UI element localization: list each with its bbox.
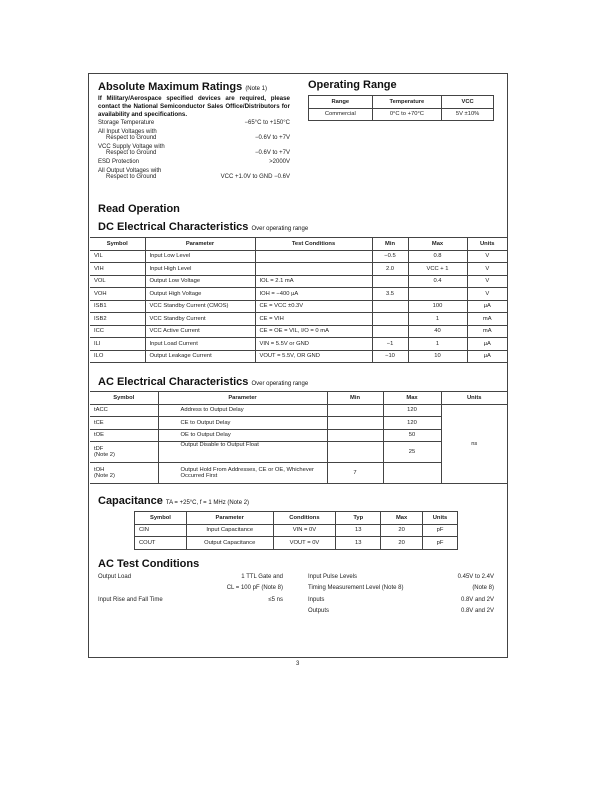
condition-row bbox=[98, 572, 283, 583]
cell: 3.5 bbox=[372, 288, 408, 301]
condition-value: 1 TTL Gate and bbox=[241, 574, 283, 580]
cell: Output Low Voltage bbox=[145, 275, 255, 288]
parameter: CE to Output Delay bbox=[158, 417, 327, 430]
table-row bbox=[90, 350, 507, 363]
column-header: Test Conditions bbox=[255, 238, 372, 251]
rating-value: −65°C to +150°C bbox=[244, 120, 290, 126]
condition-row bbox=[308, 606, 494, 617]
rating-label: Respect to Ground bbox=[106, 135, 157, 141]
cell: 13 bbox=[336, 537, 381, 550]
cell bbox=[255, 263, 372, 276]
note: (Note 1) bbox=[245, 86, 267, 92]
parameter: OE to Output Delay bbox=[158, 429, 327, 442]
cell: 1 bbox=[408, 338, 467, 351]
cell: ISB2 bbox=[90, 313, 145, 326]
table-row bbox=[135, 524, 458, 537]
table-row bbox=[90, 338, 507, 351]
cell: VIN = 5.5V or GND bbox=[255, 338, 372, 351]
rating-label: Storage Temperature bbox=[98, 120, 155, 126]
cell: µA bbox=[467, 350, 507, 363]
symbol-note: (Note 2) bbox=[94, 452, 115, 458]
title-text: DC Electrical Characteristics bbox=[98, 221, 249, 233]
rating-row bbox=[98, 174, 290, 182]
title-text: Absolute Maximum Ratings bbox=[98, 81, 243, 93]
min: 7 bbox=[327, 463, 383, 484]
cell bbox=[372, 325, 408, 338]
cell: Output High Voltage bbox=[145, 288, 255, 301]
op-range-heading: Operating Range bbox=[308, 79, 397, 91]
condition-label: Input Rise and Fall Time bbox=[98, 596, 163, 603]
column-header: Max bbox=[408, 238, 467, 251]
cell: Output Capacitance bbox=[186, 537, 273, 550]
abs-max-list bbox=[98, 120, 290, 182]
cell: V bbox=[467, 275, 507, 288]
cell bbox=[372, 313, 408, 326]
condition-label: Outputs bbox=[308, 607, 330, 614]
column-header: Units bbox=[423, 512, 458, 525]
rating-label: All Output Voltages with bbox=[98, 168, 162, 174]
condition-row bbox=[98, 595, 283, 606]
column-header: Parameter bbox=[145, 238, 255, 251]
cell: ILI bbox=[90, 338, 145, 351]
cell: VIH bbox=[90, 263, 145, 276]
rating-row bbox=[98, 159, 290, 167]
ac-test-right bbox=[308, 572, 494, 617]
title-text: Capacitance bbox=[98, 495, 163, 507]
column-header: Symbol bbox=[90, 392, 158, 405]
condition-label: Input Pulse Levels bbox=[308, 574, 358, 580]
cell bbox=[255, 250, 372, 263]
column-header: Min bbox=[372, 238, 408, 251]
cell: Output Leakage Current bbox=[145, 350, 255, 363]
column-header: Min bbox=[327, 392, 383, 405]
cell: IOL = 2.1 mA bbox=[255, 275, 372, 288]
cell: IOH = −400 µA bbox=[255, 288, 372, 301]
cell bbox=[372, 275, 408, 288]
table-row bbox=[90, 275, 507, 288]
cell: pF bbox=[423, 524, 458, 537]
page-number: 3 bbox=[296, 661, 300, 667]
table-row bbox=[90, 263, 507, 276]
rating-value: −0.6V to +7V bbox=[254, 150, 290, 156]
table-row bbox=[135, 537, 458, 550]
column-header: Max bbox=[383, 392, 441, 405]
cell: mA bbox=[467, 325, 507, 338]
cell: VOH bbox=[90, 288, 145, 301]
dc-title bbox=[98, 221, 308, 233]
cell: ISB1 bbox=[90, 300, 145, 313]
cell: 100 bbox=[408, 300, 467, 313]
header-row bbox=[90, 238, 507, 251]
table-row bbox=[90, 300, 507, 313]
column-header: Symbol bbox=[90, 238, 145, 251]
symbol-note: (Note 2) bbox=[94, 473, 115, 479]
cell: VIL bbox=[90, 250, 145, 263]
cell: pF bbox=[423, 537, 458, 550]
cell: V bbox=[467, 250, 507, 263]
units: ns bbox=[441, 404, 507, 484]
max bbox=[383, 463, 441, 484]
rating-row bbox=[98, 120, 290, 128]
cell: VOL bbox=[90, 275, 145, 288]
condition-label: Timing Measurement Level (Note 8) bbox=[308, 585, 404, 592]
read-operation-heading: Read Operation bbox=[98, 203, 180, 215]
rating-value: VCC +1.0V to GND −0.6V bbox=[220, 174, 290, 180]
op-range-table bbox=[308, 95, 494, 121]
condition-row bbox=[308, 583, 494, 594]
warning-text: If Military/Aerospace specified devices are required, please contact the National Semiconductor Sales Office/Distributors for availability and specifications. bbox=[98, 95, 290, 118]
cell: Commercial bbox=[309, 108, 373, 121]
symbol-cell bbox=[90, 417, 158, 430]
symbol: tOH bbox=[94, 467, 105, 473]
subtitle: Over operating range bbox=[251, 226, 309, 232]
table-row bbox=[90, 288, 507, 301]
rating-label: VCC Supply Voltage with bbox=[98, 144, 165, 150]
symbol: tOE bbox=[94, 432, 104, 439]
header-row bbox=[90, 392, 507, 405]
symbol: tACC bbox=[94, 407, 108, 414]
cell bbox=[408, 288, 467, 301]
condition-value: 0.8V and 2V bbox=[460, 607, 494, 614]
column-header: Max bbox=[381, 512, 423, 525]
condition-value: 0.45V to 2.4V bbox=[457, 574, 494, 580]
cell: Input Load Current bbox=[145, 338, 255, 351]
cell: COUT bbox=[135, 537, 187, 550]
header: Range bbox=[309, 96, 373, 109]
cell: ILO bbox=[90, 350, 145, 363]
max: 25 bbox=[383, 442, 441, 463]
condition-value: (Note 8) bbox=[472, 585, 494, 592]
ac-test-left bbox=[98, 572, 283, 606]
cell: −1 bbox=[372, 338, 408, 351]
cell: CE = VIH bbox=[255, 313, 372, 326]
rating-label: Respect to Ground bbox=[106, 150, 157, 156]
max: 120 bbox=[383, 417, 441, 430]
parameter: Output Disable to Output Float bbox=[158, 442, 327, 463]
min bbox=[327, 404, 383, 417]
cell: Input Capacitance bbox=[186, 524, 273, 537]
cell: 13 bbox=[336, 524, 381, 537]
cell: VOUT = 0V bbox=[273, 537, 336, 550]
condition-row bbox=[308, 572, 494, 583]
header-row bbox=[135, 512, 458, 525]
condition-row bbox=[308, 595, 494, 606]
table-row bbox=[90, 404, 507, 417]
column-header: Parameter bbox=[158, 392, 327, 405]
subtitle: Over operating range bbox=[251, 381, 309, 387]
symbol: tDF bbox=[94, 446, 104, 452]
condition-value: ≤5 ns bbox=[268, 596, 283, 603]
condition-label: Inputs bbox=[308, 596, 325, 603]
column-header: Units bbox=[441, 392, 507, 405]
cap-table bbox=[134, 511, 458, 550]
cell: −10 bbox=[372, 350, 408, 363]
cell: V bbox=[467, 263, 507, 276]
condition-row bbox=[98, 583, 283, 594]
rating-row bbox=[98, 135, 290, 143]
cell: VIN = 0V bbox=[273, 524, 336, 537]
cell: −0.5 bbox=[372, 250, 408, 263]
cell: VCC + 1 bbox=[408, 263, 467, 276]
max: 120 bbox=[383, 404, 441, 417]
rating-row bbox=[98, 150, 290, 158]
cell: CE = OE = VIL, I/O = 0 mA bbox=[255, 325, 372, 338]
cell: Input High Level bbox=[145, 263, 255, 276]
cell: 20 bbox=[381, 524, 423, 537]
rating-label: ESD Protection bbox=[98, 159, 140, 165]
column-header: Typ bbox=[336, 512, 381, 525]
cell: mA bbox=[467, 313, 507, 326]
rating-value: −0.6V to +7V bbox=[254, 135, 290, 141]
symbol-cell bbox=[90, 404, 158, 417]
rating-label: Respect to Ground bbox=[106, 174, 157, 180]
rating-value: >2000V bbox=[269, 159, 290, 165]
condition-value: CL = 100 pF (Note 8) bbox=[226, 585, 283, 592]
parameter: Output Hold From Addresses, CE or OE, Whichever Occurred First bbox=[158, 463, 327, 484]
cell: 10 bbox=[408, 350, 467, 363]
ac-table bbox=[90, 391, 507, 484]
cell: 5V ±10% bbox=[442, 108, 494, 121]
dc-table bbox=[90, 237, 507, 363]
cell: 0.4 bbox=[408, 275, 467, 288]
symbol: tCE bbox=[94, 419, 104, 426]
cell: 40 bbox=[408, 325, 467, 338]
min bbox=[327, 429, 383, 442]
symbol-cell bbox=[90, 463, 158, 484]
cell: 0.8 bbox=[408, 250, 467, 263]
column-header: Symbol bbox=[135, 512, 187, 525]
min bbox=[327, 417, 383, 430]
cell: 0°C to +70°C bbox=[372, 108, 442, 121]
ac-test-title: AC Test Conditions bbox=[98, 558, 200, 570]
cell: 2.0 bbox=[372, 263, 408, 276]
cell: CIN bbox=[135, 524, 187, 537]
table-row bbox=[90, 250, 507, 263]
cell: CE = VCC ±0.3V bbox=[255, 300, 372, 313]
op-range-title bbox=[308, 79, 397, 91]
condition-value: 0.8V and 2V bbox=[460, 596, 494, 603]
cell: 1 bbox=[408, 313, 467, 326]
abs-max-section bbox=[98, 81, 290, 183]
cell: ICC bbox=[90, 325, 145, 338]
rating-label: All Input Voltages with bbox=[98, 129, 157, 135]
cell: µA bbox=[467, 300, 507, 313]
title-text: AC Electrical Characteristics bbox=[98, 376, 249, 388]
cell: Input Low Level bbox=[145, 250, 255, 263]
ac-title bbox=[98, 376, 308, 388]
column-header: Conditions bbox=[273, 512, 336, 525]
column-header: Parameter bbox=[186, 512, 273, 525]
header: Temperature bbox=[372, 96, 442, 109]
abs-max-title bbox=[98, 81, 290, 93]
min bbox=[327, 442, 383, 463]
cell: µA bbox=[467, 338, 507, 351]
cell: VCC Standby Current bbox=[145, 313, 255, 326]
cell: VOUT = 5.5V, OR GND bbox=[255, 350, 372, 363]
parameter: Address to Output Delay bbox=[158, 404, 327, 417]
cell: VCC Standby Current (CMOS) bbox=[145, 300, 255, 313]
cap-title bbox=[98, 495, 249, 507]
max: 50 bbox=[383, 429, 441, 442]
column-header: Units bbox=[467, 238, 507, 251]
cell: V bbox=[467, 288, 507, 301]
cell bbox=[372, 300, 408, 313]
table-row bbox=[90, 313, 507, 326]
condition-label: Output Load bbox=[98, 574, 132, 580]
header: VCC bbox=[442, 96, 494, 109]
table-row bbox=[90, 325, 507, 338]
subtitle: TA = +25°C, f = 1 MHz (Note 2) bbox=[165, 500, 250, 506]
symbol-cell bbox=[90, 429, 158, 442]
cell: VCC Active Current bbox=[145, 325, 255, 338]
cell: 20 bbox=[381, 537, 423, 550]
symbol-cell bbox=[90, 442, 158, 463]
